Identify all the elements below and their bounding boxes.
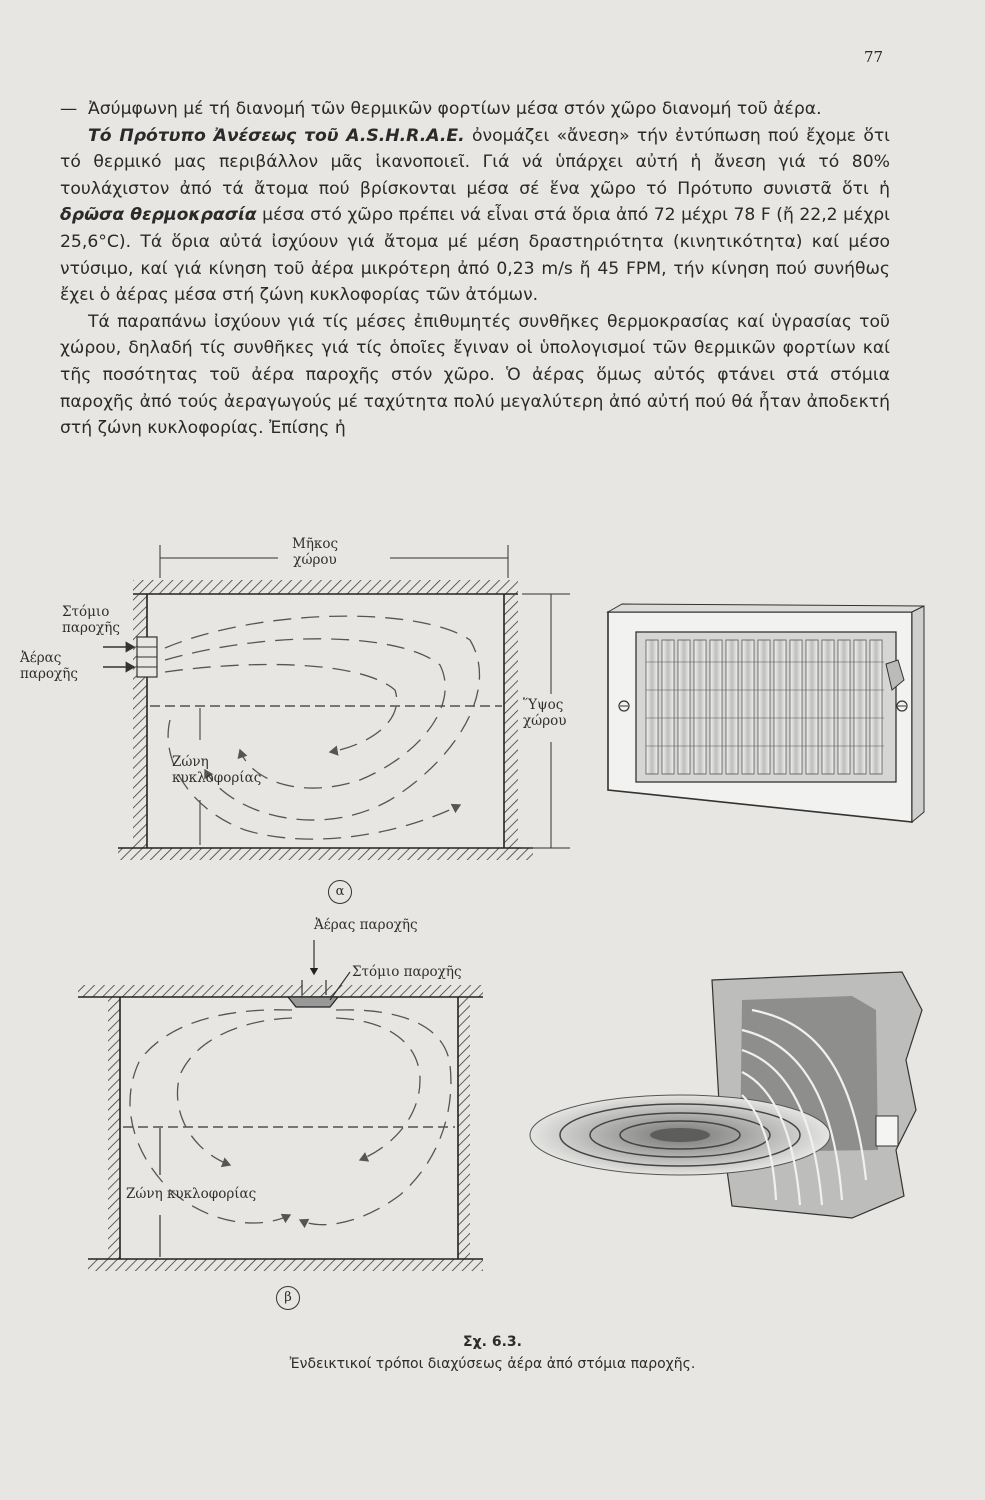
ceiling-supply-air-label: Ἀέρας παροχῆς — [314, 917, 418, 933]
diagram-b-room — [78, 985, 483, 1271]
occupied-zone-label-b: Ζώνη κυκλοφορίας — [126, 1186, 257, 1202]
paragraph-ashrae-part2: μέσα στό χῶρο πρέπει νά εἶναι στά ὅρια ἀπό 72 μέχρι 78 F (ἤ 22,2 μέχρι 25,6°C). Τά ὅρια αὐτά ἰσχύουν γιά ἄτομα μέ μέση δραστηριότητα (κινητικότητα) καί μέσο ντύσιμο, καί γιά κίνηση τοῦ ἀέρα μικρότερη ἀπό 0,23 m/s ἤ 45 FPM, τήν κίνηση πού συνήθως ἔχει ὁ ἀέρας μέσα στή ζώνη κυκλοφορίας τῶν ἀτόμων. — [60, 205, 890, 306]
bullet-text: Ἀσύμφωνη μέ τή διανομή τῶν θερμικῶν φορτίων μέσα στόν χῶρο διανομή τοῦ ἀέρα. — [88, 99, 822, 119]
occupied-zone-label-a-line2: κυκλοφορίας — [172, 770, 262, 786]
occupied-zone-label-a — [172, 754, 261, 786]
supply-air-label-line2: παροχῆς — [20, 666, 78, 682]
diagram-a-airflow — [165, 616, 479, 839]
room-length-label-line1: Μῆκος — [292, 536, 339, 552]
supply-outlet-label-line2: παροχῆς — [62, 620, 120, 636]
room-height-label-line1: Ὕψος — [523, 697, 564, 713]
occupied-zone-label-a-line1: Ζώνη — [172, 754, 209, 770]
figure-caption: Ἐνδεικτικοί τρόποι διαχύσεως ἀέρα ἀπό στόμια παροχῆς. — [289, 1356, 696, 1372]
paragraph-supply-air: Τά παραπάνω ἰσχύουν γιά τίς μέσες ἐπιθυμητές συνθῆκες θερμοκρασίας καί ὑγρασίας τοῦ χώρου, δηλαδή τίς συνθῆκες γιά τίς ὁποῖες ἔγιναν οἱ ὑπολογισμοί τῶν θερμικῶν φορτίων καί τῆς ποσότητας τοῦ ἀέρα παροχῆς στόν χῶρο. Ὁ ἀέρας ὅμως αὐτός φτάνει στά στόμια παροχῆς ἀπό τούς ἀεραγωγούς μέ ταχύτητα πολύ μεγαλύτερη ἀπό αὐτή πού θά ἦταν ἀποδεκτή στή ζώνη κυκλοφορίας. Ἐπίσης ἡ — [60, 311, 890, 439]
ashrae-standard-title: Τό Πρότυπο Ἀνέσεως τοῦ A.S.H.R.A.E. — [88, 125, 465, 146]
room-height-label-line2: χώρου — [523, 713, 567, 729]
diagram-b-marker: β — [276, 1286, 300, 1310]
bullet-dash: — — [60, 99, 78, 119]
paragraph-ashrae-part1: ὀνομάζει «ἄνεση» τήν ἐντύπωση πού ἔχομε ὅτι τό θερμικό μας περιβάλλον μᾶς ἱκανοποιεῖ. Γιά νά ὑπάρχει αὐτή ἡ ἄνεση γιά τό 80% τουλάχιστον ἀπό τά ἄτομα πού βρίσκονται μέσα σέ ἕνα χῶρο τό Πρότυπο συνιστᾶ ὅτι ἡ — [60, 125, 890, 199]
ceiling-diffuser-illustration — [530, 972, 922, 1218]
page-number: 77 — [864, 48, 884, 66]
diagram-a-supply-arrows — [103, 647, 134, 667]
diagram-a-room — [118, 580, 533, 860]
room-length-label — [292, 536, 338, 568]
supply-outlet-label-line1: Στόμιο — [62, 604, 110, 620]
diagram-a-marker: α — [328, 880, 352, 904]
figure-number: Σχ. 6.3. — [463, 1334, 522, 1350]
room-height-label — [523, 697, 566, 729]
supply-outlet-label — [62, 604, 120, 636]
supply-air-label — [20, 650, 78, 682]
ceiling-outlet-label: Στόμιο παροχῆς — [352, 964, 462, 980]
operative-temperature-term: δρῶσα θερμοκρασία — [60, 205, 257, 226]
supply-air-label-line1: Ἀέρας — [20, 650, 62, 666]
wall-register-illustration — [608, 604, 924, 822]
room-length-label-line2: χώρου — [293, 552, 337, 568]
